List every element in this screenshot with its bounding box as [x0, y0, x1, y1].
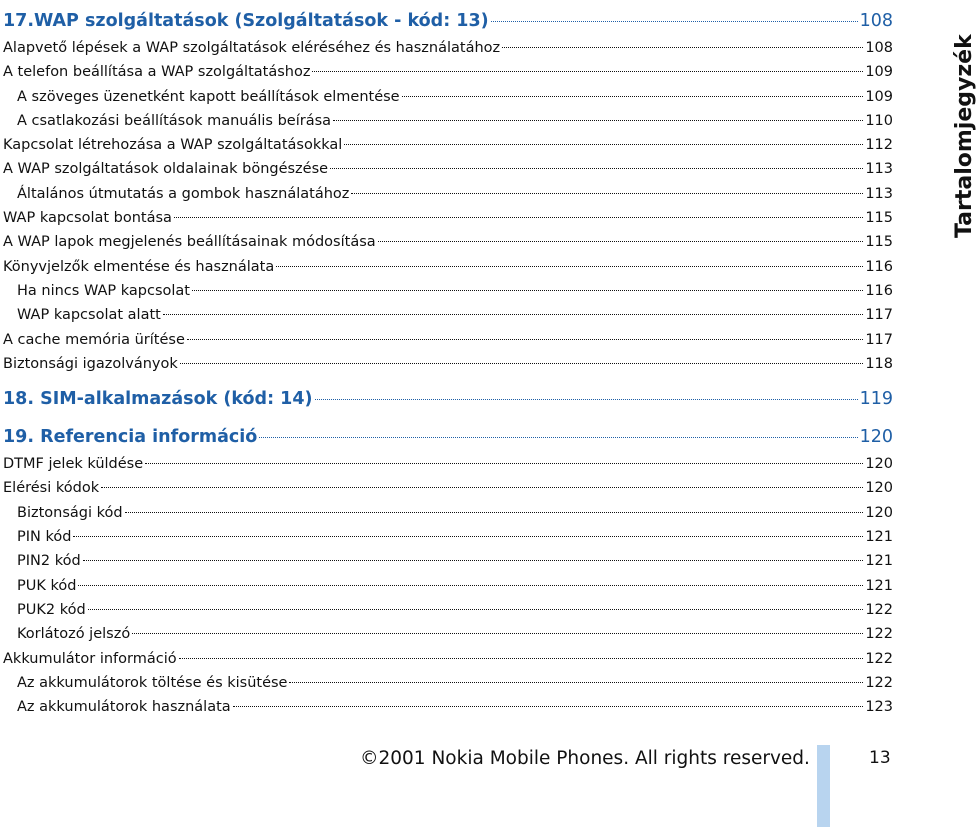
toc-entry-page: 120	[865, 504, 893, 521]
toc-entry-title: Alapvető lépések a WAP szolgáltatások eléréséhez és használatához	[3, 40, 501, 56]
toc-entry-title: WAP kapcsolat alatt	[17, 307, 161, 324]
dot-leader	[315, 399, 858, 400]
dot-leader	[378, 241, 864, 242]
toc-entry-title: Az akkumulátorok használata	[17, 699, 231, 716]
dot-leader	[132, 633, 863, 634]
dot-leader	[491, 21, 858, 22]
toc-entry	[3, 109, 893, 133]
toc-entry-title: DTMF jelek küldése	[3, 456, 144, 473]
toc-entry-page: 120	[865, 456, 893, 473]
toc-entry-title: Korlátozó jelszó	[17, 626, 131, 643]
copyright-notice: ©2001 Nokia Mobile Phones. All rights reserved.	[360, 748, 810, 769]
toc-entry-title: PIN2 kód	[17, 553, 81, 570]
toc-entry-title: Általános útmutatás a gombok használatához	[17, 185, 350, 202]
toc-entry-page: 120	[865, 480, 893, 497]
dot-leader	[312, 71, 863, 72]
toc-entry-page: 120	[859, 427, 893, 448]
toc-entry	[3, 352, 893, 376]
toc-entry	[3, 525, 893, 549]
toc-entry	[3, 574, 893, 598]
dot-leader	[351, 193, 863, 194]
toc-entry-page: 122	[865, 674, 893, 691]
toc-entry-title: Elérési kódok	[3, 480, 100, 497]
toc-entry	[3, 206, 893, 230]
dot-leader	[78, 585, 863, 586]
toc-entry	[3, 622, 893, 646]
toc-entry	[3, 36, 893, 60]
toc-entry-title: A cache memória ürítése	[3, 331, 185, 348]
toc-entry	[3, 328, 893, 352]
dot-leader	[259, 437, 857, 438]
toc-entry	[3, 255, 893, 279]
dot-leader	[88, 609, 864, 610]
toc-entry-page: 109	[865, 64, 893, 81]
toc-entry	[3, 182, 893, 206]
toc-entry	[3, 157, 893, 181]
toc-entry-page: 115	[865, 210, 893, 227]
toc-entry-page: 123	[865, 699, 893, 716]
dot-leader	[276, 266, 863, 267]
dot-leader	[73, 536, 863, 537]
dot-leader	[179, 658, 864, 659]
toc-entry-page: 108	[865, 40, 893, 56]
toc-entry-page: 121	[865, 577, 893, 594]
toc-entry-page: 118	[865, 355, 893, 372]
toc-entry	[3, 476, 893, 500]
dot-leader	[289, 682, 863, 683]
toc-entry	[3, 133, 893, 157]
dot-leader	[174, 217, 863, 218]
toc-entry	[3, 85, 893, 109]
toc-entry-title: Biztonsági kód	[17, 504, 123, 521]
toc-entry-page: 122	[865, 650, 893, 667]
dot-leader	[83, 560, 864, 561]
toc-entry-title: A csatlakozási beállítások manuális beírása	[17, 112, 332, 129]
toc-entry-page: 122	[865, 601, 893, 618]
toc-entry-page: 112	[865, 137, 893, 154]
toc-entry-title: Kapcsolat létrehozása a WAP szolgáltatásokkal	[3, 137, 343, 154]
dot-leader	[330, 168, 863, 169]
toc-entry	[3, 303, 893, 327]
toc-entry-page: 121	[865, 553, 893, 570]
toc-entry-page: 108	[859, 11, 893, 31]
toc-entry-page: 122	[865, 626, 893, 643]
toc-chapter-heading	[3, 384, 893, 414]
toc-entry	[3, 452, 893, 476]
toc-entry-title: Az akkumulátorok töltése és kisütése	[17, 674, 288, 691]
toc-entry-title: Akkumulátor információ	[3, 650, 177, 667]
dot-leader	[125, 512, 864, 513]
toc-entry-title: Könyvjelzők elmentése és használata	[3, 258, 275, 275]
toc-entry-title: Ha nincs WAP kapcsolat	[17, 282, 190, 299]
toc-entry	[3, 279, 893, 303]
toc-entry-page: 116	[865, 258, 893, 275]
toc-entry	[3, 230, 893, 254]
toc-entry	[3, 647, 893, 671]
toc-entry-page: 113	[865, 185, 893, 202]
toc-entry-page: 116	[865, 282, 893, 299]
toc-entry-title: A WAP lapok megjelenés beállításainak módosítása	[3, 234, 376, 251]
toc-entry-title: A WAP szolgáltatások oldalainak böngészése	[3, 161, 329, 178]
section-side-label: Tartalomjegyzék	[952, 34, 977, 238]
toc-entry-page: 115	[865, 234, 893, 251]
toc-entry-title: A szöveges üzenetként kapott beállítások elmentése	[17, 88, 400, 105]
toc-entry	[3, 695, 893, 719]
toc-entry-page: 113	[865, 161, 893, 178]
dot-leader	[101, 487, 863, 488]
toc-entry-title: Biztonsági igazolványok	[3, 355, 178, 372]
dot-leader	[402, 96, 864, 97]
table-of-contents	[3, 6, 893, 719]
toc-entry-title: 17.WAP szolgáltatások (Szolgáltatások - kód: 13)	[3, 11, 489, 31]
dot-leader	[233, 706, 864, 707]
toc-entry-page: 121	[865, 529, 893, 546]
toc-entry-title: PUK kód	[17, 577, 77, 594]
toc-entry	[3, 598, 893, 622]
page-tab-bar	[817, 745, 830, 827]
toc-entry	[3, 60, 893, 84]
toc-entry-title: PUK2 kód	[17, 601, 86, 618]
page-number: 13	[869, 748, 891, 768]
toc-entry	[3, 671, 893, 695]
toc-entry-title: PIN kód	[17, 529, 72, 546]
dot-leader	[180, 363, 864, 364]
toc-entry-page: 119	[859, 389, 893, 410]
toc-entry	[3, 549, 893, 573]
dot-leader	[502, 47, 863, 48]
toc-entry-page: 110	[865, 112, 893, 129]
toc-chapter-heading	[3, 422, 893, 452]
dot-leader	[187, 339, 863, 340]
toc-entry-page: 109	[865, 88, 893, 105]
toc-entry-title: A telefon beállítása a WAP szolgáltatáshoz	[3, 64, 311, 81]
toc-entry	[3, 501, 893, 525]
toc-chapter-heading	[3, 6, 893, 36]
dot-leader	[192, 290, 863, 291]
toc-entry-title: 18. SIM-alkalmazások (kód: 14)	[3, 389, 313, 410]
dot-leader	[163, 314, 863, 315]
toc-entry-page: 117	[865, 331, 893, 348]
dot-leader	[333, 120, 863, 121]
dot-leader	[145, 463, 863, 464]
dot-leader	[344, 144, 863, 145]
toc-entry-title: WAP kapcsolat bontása	[3, 210, 172, 227]
toc-entry-page: 117	[865, 307, 893, 324]
toc-entry-title: 19. Referencia információ	[3, 427, 258, 448]
